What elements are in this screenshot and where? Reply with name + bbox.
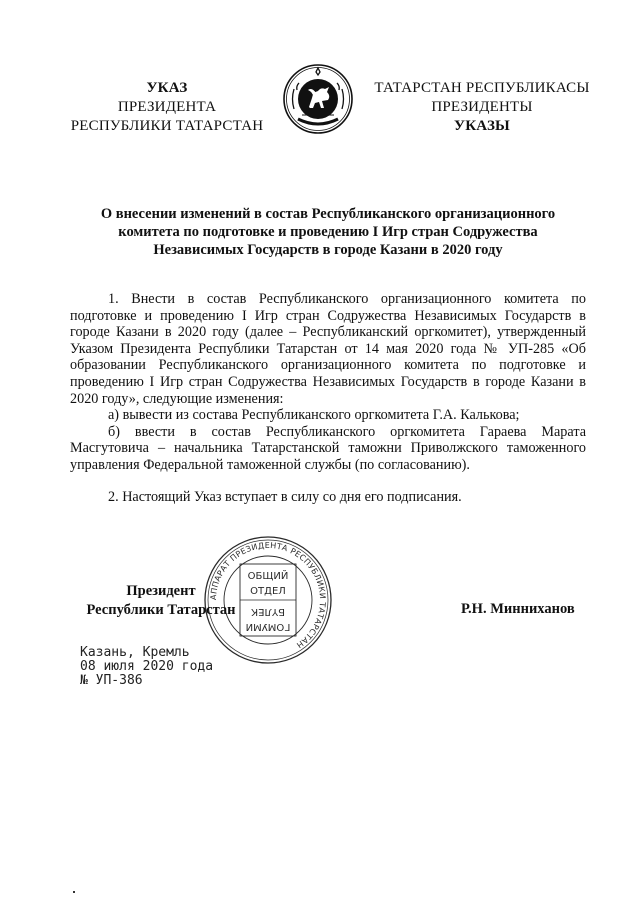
decree-place: Казань, Кремль xyxy=(80,645,190,660)
decree-item-1: 1. Внести в состав Республиканского организационного комитета по подготовке и проведению I Игр стран Содружества Независимых Государств в городе Казани в 2020 году (далее – Республиканский оргкомитет), утвержденный Указом Президента Республики Татарстан от 14 мая 2020 года № УП-285 «Об образовании Республиканского организационного комитета по подготовке и проведению I Игр стран Содружества Независимых Государств в городе Казани в 2020 году», следующие изменения: xyxy=(70,291,586,407)
signatory-republic: Республики Татарстан xyxy=(86,602,236,618)
header-republic-tt: ТАТАРСТАН РЕСПУБЛИКАСЫ xyxy=(374,80,590,96)
decree-item-1a: а) вывести из состава Республиканского оргкомитета Г.А. Калькова; xyxy=(108,407,520,424)
header-decree-label-tt: УКАЗЫ xyxy=(454,118,510,134)
header-president-ru: ПРЕЗИДЕНТА xyxy=(117,99,217,115)
signatory-position xyxy=(76,582,246,620)
decree-item-2: 2. Настоящий Указ вступает в силу со дня его подписания. xyxy=(108,488,462,505)
decree-date: 08 июля 2020 года xyxy=(80,659,214,674)
stamp-ring-text: АППАРАТ ПРЕЗИДЕНТА РЕСПУБЛИКИ ТАТАРСТАН xyxy=(208,540,328,650)
decree-body xyxy=(70,291,586,505)
stamp-line-4: БҮЛЕК xyxy=(251,606,285,617)
header-tatar xyxy=(366,79,598,136)
stamp-line-3: ГОМУМИ xyxy=(245,621,291,632)
decree-title-line: комитета по подготовке и проведению I Игр стран Содружества xyxy=(118,224,538,240)
stamp-line-1: ОБЩИЙ xyxy=(247,571,289,582)
header-decree-label-ru: УКАЗ xyxy=(146,80,188,96)
decree-metadata xyxy=(80,646,213,688)
scan-dot xyxy=(73,891,75,893)
signatory-name: Р.Н. Минниханов xyxy=(461,601,575,617)
decree-title-line: Независимых Государств в городе Казани в 2020 году xyxy=(153,242,503,258)
signatory-title: Президент xyxy=(126,583,196,599)
decree-number: № УП-386 xyxy=(80,673,143,688)
header-president-tt: ПРЕЗИДЕНТЫ xyxy=(431,99,533,115)
stamp-line-2: ОТДЕЛ xyxy=(250,586,286,597)
decree-title-line: О внесении изменений в состав Республиканского организационного xyxy=(100,206,556,222)
decree-title xyxy=(70,205,586,259)
decree-item-1b: б) ввести в состав Республиканского оргкомитета Гараева Марата Масгутовича – начальника Татарстанской таможни Приволжского таможенного управления Федеральной таможенной службы (по согласованию). xyxy=(70,423,586,473)
tatarstan-coat-of-arms-icon xyxy=(282,63,354,135)
header-russian xyxy=(62,79,272,136)
header-republic-ru: РЕСПУБЛИКИ ТАТАРСТАН xyxy=(70,118,264,134)
